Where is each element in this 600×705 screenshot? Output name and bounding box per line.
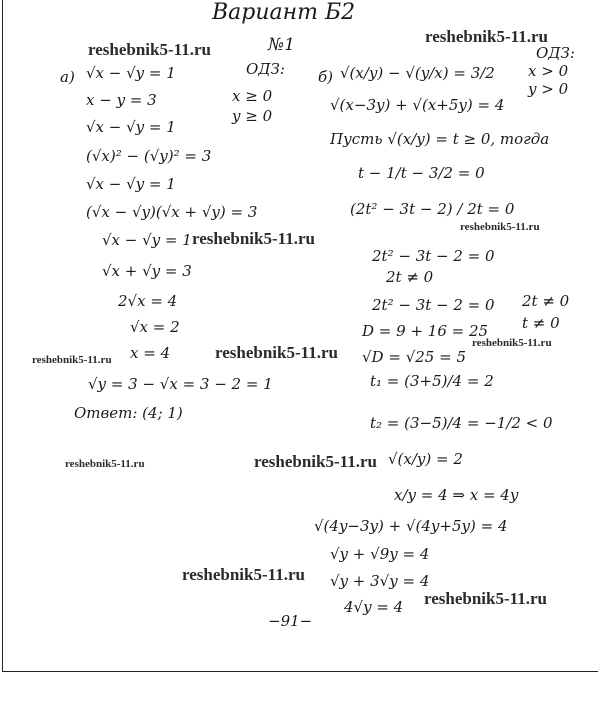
solution-line: D = 9 + 16 = 25 — [362, 322, 489, 340]
scan-border-left — [2, 0, 3, 672]
watermark: reshebnik5-11.ru — [472, 337, 552, 349]
solution-line: x = 4 — [130, 344, 171, 362]
solution-line: 4√y = 4 — [344, 598, 404, 616]
solution-line: √y + 3√y = 4 — [330, 572, 430, 590]
solution-line: √y + √9y = 4 — [330, 545, 430, 563]
solution-line: √(x−3y) + √(x+5y) = 4 — [330, 96, 505, 114]
solution-line: √x + √y = 3 — [102, 262, 192, 280]
solution-line: 2t ≠ 0 — [386, 268, 434, 286]
watermark: reshebnik5-11.ru — [182, 565, 305, 584]
solution-line: (√x)² − (√y)² = 3 — [86, 147, 212, 165]
odz-condition: y ≥ 0 — [232, 107, 273, 125]
solution-line: t₂ = (3−5)/4 = −1/2 < 0 — [370, 414, 553, 432]
solution-line: √D = √25 = 5 — [362, 348, 466, 366]
watermark: reshebnik5-11.ru — [32, 354, 112, 366]
solution-line: √x − √y = 1 — [86, 64, 176, 82]
solution-line: (2t² − 3t − 2) / 2t = 0 — [350, 200, 515, 218]
solution-line: 2t² − 3t − 2 = 0 — [372, 247, 495, 265]
watermark: reshebnik5-11.ru — [88, 40, 211, 59]
side-note: 2t ≠ 0 — [522, 292, 570, 310]
part-label: а) — [60, 68, 75, 86]
watermark: reshebnik5-11.ru — [192, 229, 315, 248]
scan-border-bottom — [2, 671, 598, 672]
watermark: reshebnik5-11.ru — [215, 343, 338, 362]
solution-line: 2√x = 4 — [118, 292, 178, 310]
part-label: б) — [318, 68, 334, 86]
answer-line: Ответ: (4; 1) — [74, 404, 183, 422]
page-number: −91− — [268, 612, 313, 630]
side-note: t ≠ 0 — [522, 314, 560, 332]
solution-line: √x − √y = 1 — [86, 118, 176, 136]
solution-line: √x = 2 — [130, 318, 180, 336]
solution-line: √x − √y = 1 — [102, 231, 192, 249]
solution-line: 2t² − 3t − 2 = 0 — [372, 296, 495, 314]
solution-line: √y = 3 − √x = 3 − 2 = 1 — [88, 375, 273, 393]
solution-line: (√x − √y)(√x + √y) = 3 — [86, 203, 258, 221]
solution-line: Пусть √(x/y) = t ≥ 0, тогда — [330, 130, 550, 148]
solution-line: √(x/y) = 2 — [388, 450, 463, 468]
solution-line: √x − √y = 1 — [86, 175, 176, 193]
odz-condition: x > 0 — [528, 62, 569, 80]
watermark: reshebnik5-11.ru — [425, 27, 548, 46]
solution-line: x − y = 3 — [86, 91, 157, 109]
page-title: Вариант Б2 — [212, 0, 356, 25]
watermark: reshebnik5-11.ru — [254, 452, 377, 471]
solution-line: x/y = 4 ⇒ x = 4y — [394, 486, 519, 504]
odz-label: ОДЗ: — [536, 44, 575, 62]
watermark: reshebnik5-11.ru — [65, 458, 145, 470]
solution-line: t − 1/t − 3/2 = 0 — [358, 164, 485, 182]
solution-line: t₁ = (3+5)/4 = 2 — [370, 372, 494, 390]
odz-label: ОДЗ: — [246, 60, 285, 78]
solution-line: √(4y−3y) + √(4y+5y) = 4 — [314, 517, 508, 535]
solution-line: √(x/y) − √(y/x) = 3/2 — [340, 64, 495, 82]
watermark: reshebnik5-11.ru — [424, 589, 547, 608]
odz-condition: y > 0 — [528, 80, 569, 98]
problem-number: №1 — [268, 35, 295, 55]
watermark: reshebnik5-11.ru — [460, 221, 540, 233]
odz-condition: x ≥ 0 — [232, 87, 273, 105]
